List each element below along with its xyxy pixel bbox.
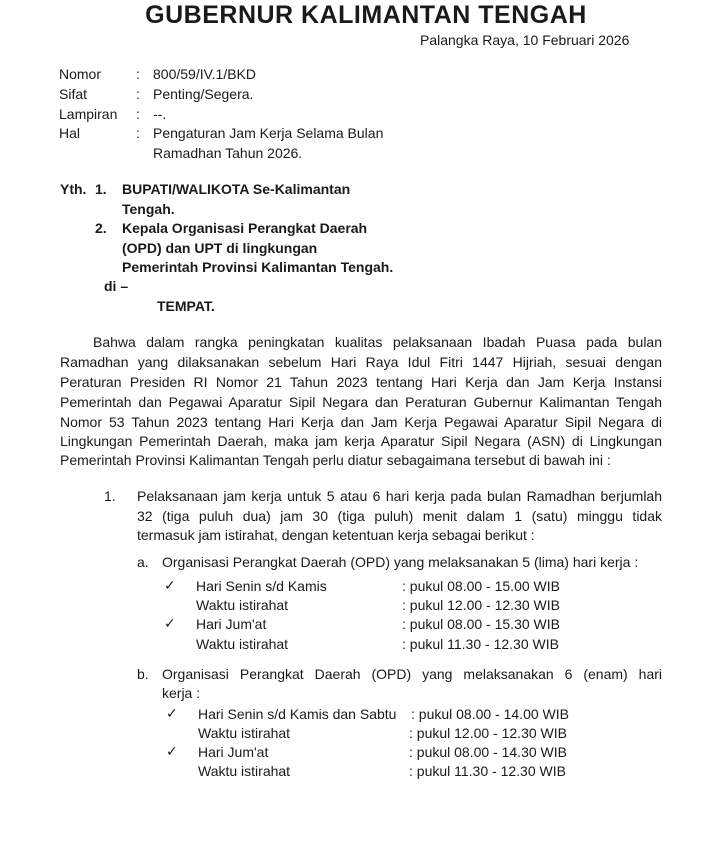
checkmark-icon: ✓ (166, 705, 178, 721)
addressee-1-line2: Tengah. (122, 201, 175, 217)
sub-b-row4-value: : pukul 11.30 - 12.30 WIB (409, 763, 566, 779)
meta-label-hal: Hal (59, 125, 81, 141)
meta-label-lampiran: Lampiran (59, 106, 118, 122)
point-1-line3: termasuk jam istirahat, dengan ketentuan kerja sebagai berikut : (137, 527, 535, 543)
sub-b-row2-label: Waktu istirahat (198, 725, 291, 741)
sub-a-row3-value: : pukul 08.00 - 15.30 WIB (402, 616, 560, 632)
meta-label-nomor: Nomor (59, 66, 102, 82)
sub-a-row4-value: : pukul 11.30 - 12.30 WIB (402, 636, 559, 652)
sub-a-letter: a. (137, 554, 149, 570)
sub-b-row3-value: : pukul 08.00 - 14.30 WIB (409, 744, 567, 760)
addressee-yth: Yth. (60, 181, 87, 197)
point-1-line2: 32 (tiga puluh dua) jam 30 (tiga puluh) menit dalam 1 (satu) minggu tidak (137, 508, 662, 524)
intro-line-3: Peraturan Presiden RI Nomor 21 Tahun 2023 tentang Hari Kerja dan Jam Kerja Instansi (60, 374, 662, 390)
intro-line-7: Pemerintah Provinsi Kalimantan Tengah perlu diatur sebagaimana tersebut di bawah ini : (60, 452, 611, 468)
addressee-di: di – (104, 278, 129, 294)
meta-sep: : (136, 86, 140, 102)
sub-b-row1-label: Hari Senin s/d Kamis dan Sabtu (198, 706, 397, 722)
meta-value-sifat: Penting/Segera. (153, 86, 254, 102)
sub-a-row1-label: Hari Senin s/d Kamis (196, 578, 327, 594)
intro-line-5: Nomor 53 Tahun 2023 tentang Hari Kerja dan Jam Kerja Pegawai Aparatur Sipil Negara di (60, 414, 662, 430)
meta-sep: : (136, 125, 140, 141)
addressee-num-2: 2. (95, 220, 107, 236)
meta-value-hal-line1: Pengaturan Jam Kerja Selama Bulan (153, 125, 384, 141)
addressee-2-line2: (OPD) dan UPT di lingkungan (122, 240, 318, 256)
sub-b-letter: b. (137, 666, 149, 682)
meta-value-nomor: 800/59/IV.1/BKD (153, 66, 257, 82)
addressee-2-line3: Pemerintah Provinsi Kalimantan Tengah. (122, 259, 394, 275)
sub-b-line1: Organisasi Perangkat Daerah (OPD) yang melaksanakan 6 (enam) hari (162, 666, 662, 682)
intro-line-4: Pemerintah dan Pegawai Aparatur Sipil Negara dan Peraturan Gubernur Kalimantan Tengah (60, 394, 662, 410)
addressee-1-line1: BUPATI/WALIKOTA Se-Kalimantan (122, 181, 351, 197)
meta-sep: : (136, 66, 140, 82)
point-1-line1: Pelaksanaan jam kerja untuk 5 atau 6 hari kerja pada bulan Ramadhan berjumlah (137, 488, 662, 504)
checkmark-icon: ✓ (166, 743, 178, 759)
intro-line-1: Bahwa dalam rangka peningkatan kualitas pelaksanaan Ibadah Puasa pada bulan (93, 334, 662, 350)
sub-a-text: Organisasi Perangkat Daerah (OPD) yang melaksanakan 5 (lima) hari kerja : (162, 554, 639, 570)
sub-a-row2-label: Waktu istirahat (196, 597, 289, 613)
meta-value-lampiran: --. (153, 106, 167, 122)
sub-b-row1-value: : pukul 08.00 - 14.00 WIB (411, 706, 569, 722)
sub-a-row2-value: : pukul 12.00 - 12.30 WIB (402, 597, 560, 613)
meta-value-hal-line2: Ramadhan Tahun 2026. (153, 145, 303, 161)
sub-b-row3-label: Hari Jum'at (198, 744, 269, 760)
sub-b-row4-label: Waktu istirahat (198, 763, 291, 779)
place-date: Palangka Raya, 10 Februari 2026 (420, 32, 630, 48)
addressee-2-line1: Kepala Organisasi Perangkat Daerah (122, 220, 368, 236)
letter-title: GUBERNUR KALIMANTAN TENGAH (145, 1, 587, 29)
meta-sep: : (136, 106, 140, 122)
addressee-tempat: TEMPAT. (157, 298, 215, 314)
checkmark-icon: ✓ (164, 615, 176, 631)
intro-line-2: Ramadhan yang dilaksanakan sebelum Hari Raya Idul Fitri 1447 Hijriah, sesuai dengan (60, 354, 662, 370)
sub-a-row4-label: Waktu istirahat (196, 636, 289, 652)
sub-b-line2: kerja : (162, 685, 201, 701)
sub-b-row2-value: : pukul 12.00 - 12.30 WIB (409, 725, 567, 741)
sub-a-row1-value: : pukul 08.00 - 15.00 WIB (402, 578, 560, 594)
checkmark-icon: ✓ (164, 577, 176, 593)
sub-a-row3-label: Hari Jum'at (196, 616, 267, 632)
addressee-num-1: 1. (95, 181, 107, 197)
meta-label-sifat: Sifat (59, 86, 88, 102)
intro-line-6: Lingkungan Pemerintah Daerah, maka jam kerja Aparatur Sipil Negara (ASN) di Lingkungan (60, 433, 662, 449)
point-1-number: 1. (104, 488, 116, 504)
